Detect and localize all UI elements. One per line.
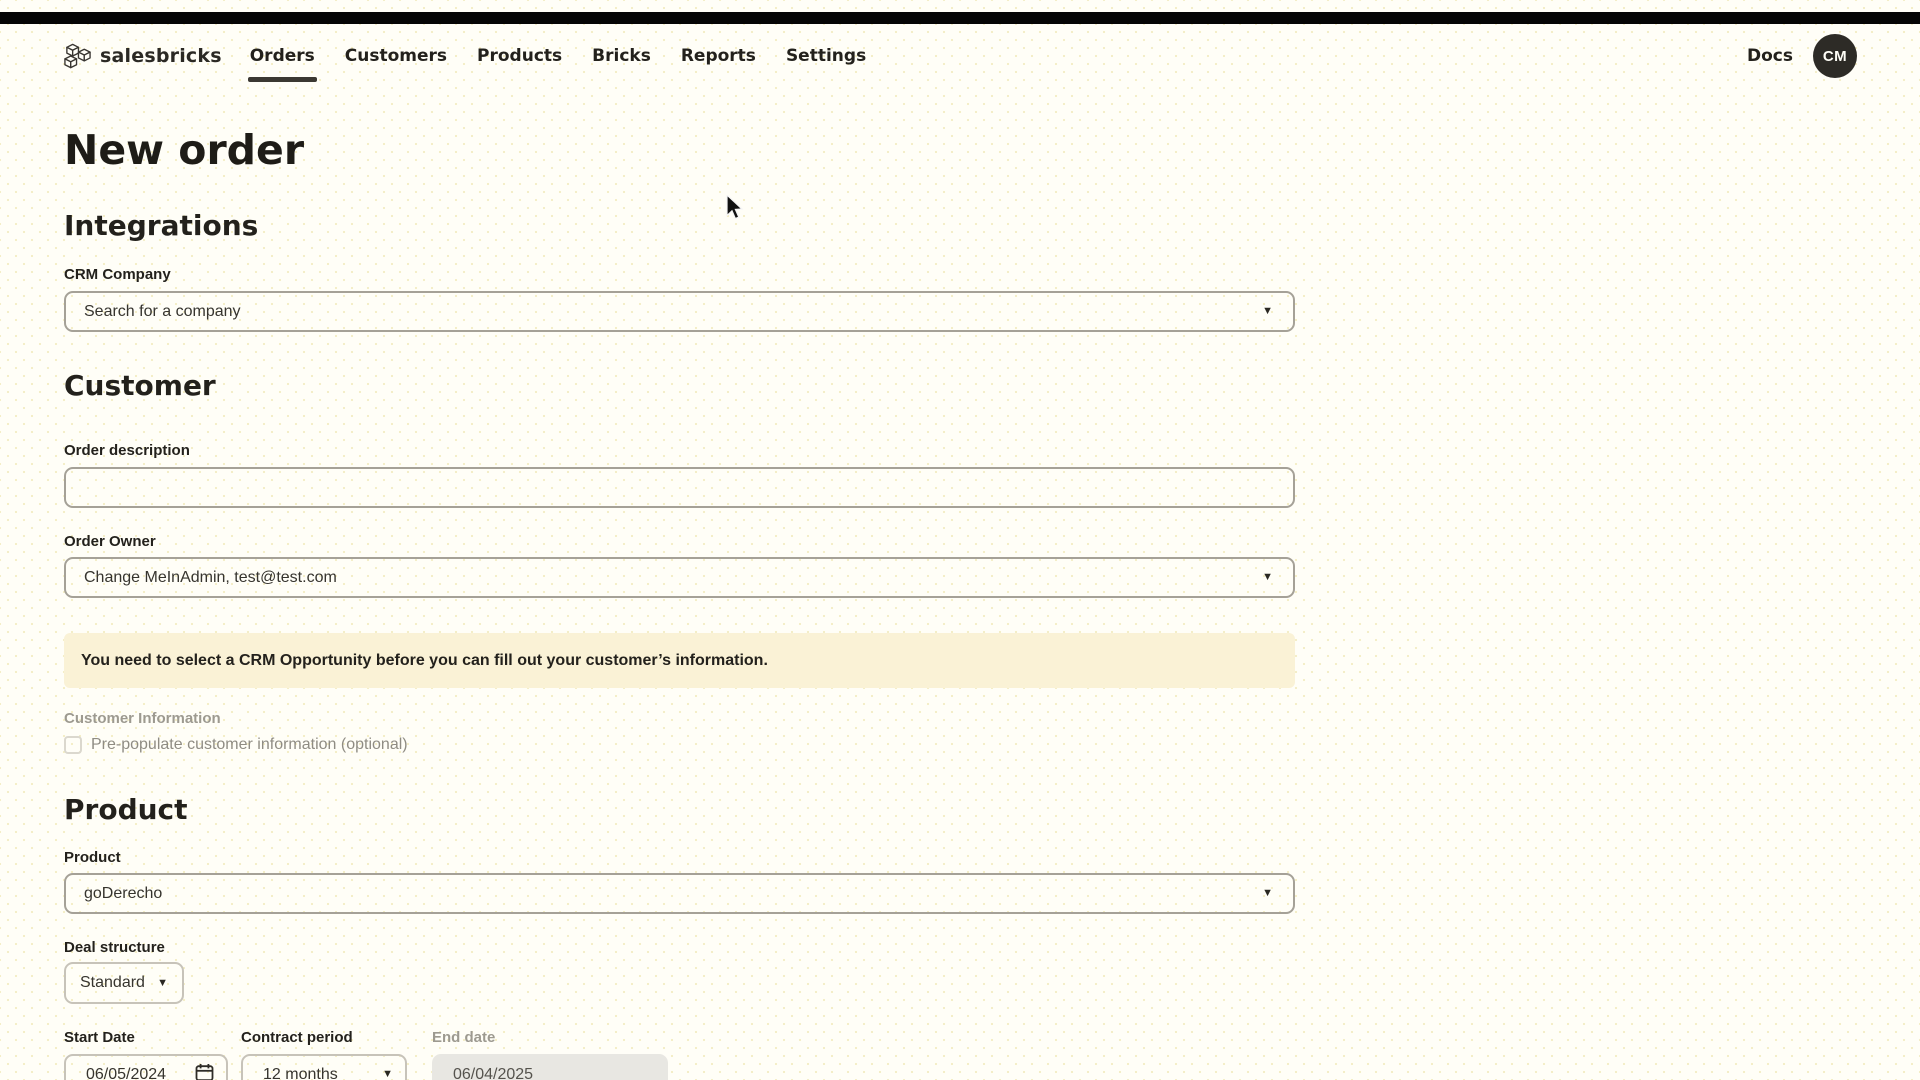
crm-company-select[interactable] (64, 291, 1295, 332)
start-date-input[interactable] (64, 1054, 228, 1080)
nav-item-customers[interactable]: Customers (344, 46, 448, 66)
main-nav (250, 40, 866, 72)
chevron-down-icon: ▼ (1262, 887, 1273, 899)
order-owner-label: Order Owner (64, 533, 156, 550)
product-select[interactable] (64, 873, 1295, 914)
crm-company-label: CRM Company (64, 266, 171, 283)
product-value: goDerecho (84, 884, 163, 902)
start-date-label: Start Date (64, 1029, 135, 1046)
contract-period-select[interactable] (241, 1054, 407, 1080)
end-date-field (432, 1054, 668, 1080)
product-label: Product (64, 849, 121, 866)
customer-information-label: Customer Information (64, 710, 221, 727)
contract-period-value: 12 months (263, 1065, 338, 1080)
brand-name: salesbricks (100, 45, 222, 67)
integrations-heading: Integrations (64, 209, 259, 242)
brand[interactable] (63, 43, 222, 70)
order-owner-select[interactable] (64, 557, 1295, 598)
chevron-down-icon: ▼ (157, 976, 168, 989)
deal-structure-label: Deal structure (64, 939, 165, 956)
nav-item-bricks[interactable]: Bricks (592, 46, 651, 66)
warning-text: You need to select a CRM Opportunity before you can fill out your customer’s information. (81, 651, 768, 669)
chevron-down-icon: ▼ (382, 1068, 393, 1080)
prepopulate-checkbox[interactable] (64, 736, 82, 754)
deal-structure-select[interactable] (64, 962, 184, 1004)
crm-company-value: Search for a company (84, 302, 241, 320)
dates-row (64, 1029, 1920, 1080)
page-title: New order (64, 126, 305, 174)
order-description-input[interactable] (64, 467, 1295, 508)
end-date-label: End date (432, 1029, 496, 1046)
end-date-value: 06/04/2025 (453, 1065, 534, 1080)
calendar-icon (195, 1063, 214, 1080)
prepopulate-row (64, 736, 1920, 754)
top-navigation (0, 12, 1920, 100)
contract-period-label: Contract period (241, 1029, 353, 1046)
order-owner-value: Change MeInAdmin, test@test.com (84, 568, 337, 586)
chevron-down-icon: ▼ (1262, 571, 1273, 583)
crm-opportunity-warning-banner (64, 633, 1295, 688)
nav-item-reports[interactable]: Reports (680, 46, 756, 66)
user-avatar[interactable]: CM (1813, 34, 1857, 78)
prepopulate-label: Pre-populate customer information (optional) (91, 736, 408, 753)
nav-item-products[interactable]: Products (477, 46, 563, 66)
salesbricks-logo-icon (63, 43, 92, 70)
nav-item-settings[interactable]: Settings (785, 46, 867, 66)
product-heading: Product (64, 793, 188, 826)
customer-heading: Customer (64, 369, 216, 402)
deal-structure-value: Standard (80, 974, 145, 991)
new-order-form (0, 126, 1920, 1080)
nav-item-orders[interactable]: Orders (250, 40, 315, 72)
order-description-label: Order description (64, 442, 190, 459)
top-letterbox-bar (0, 12, 1920, 24)
start-date-value: 06/05/2024 (86, 1065, 167, 1080)
chevron-down-icon: ▼ (1262, 305, 1273, 317)
docs-link[interactable]: Docs (1747, 46, 1793, 66)
